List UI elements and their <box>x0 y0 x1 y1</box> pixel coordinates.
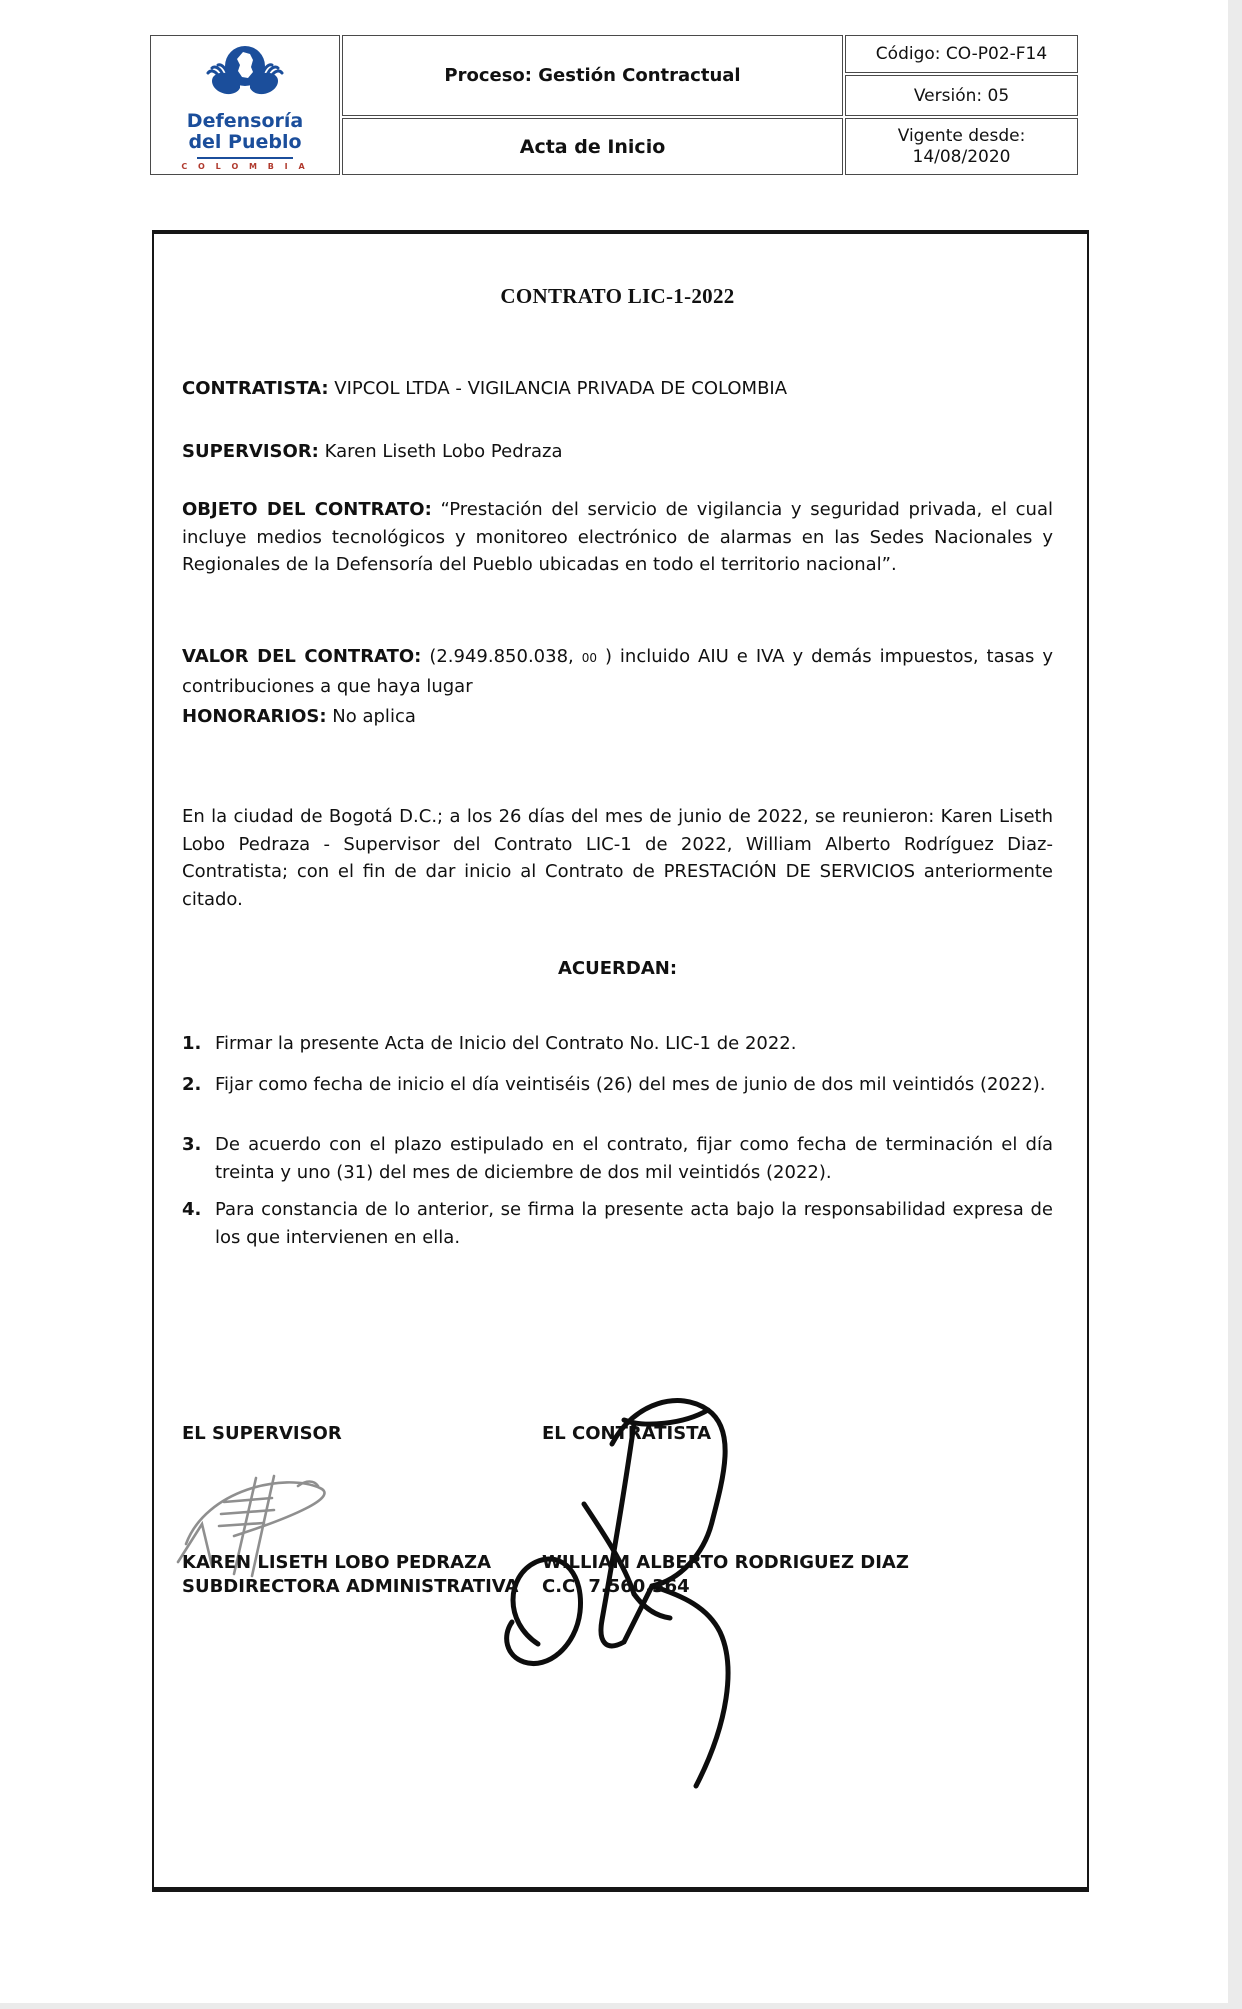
agreement-item-2 <box>182 1071 1053 1099</box>
supervisor-label: SUPERVISOR: <box>182 441 319 462</box>
supervisor-name: KAREN LISETH LOBO PEDRAZA <box>182 1552 492 1573</box>
header-valid-from-cell <box>845 118 1078 175</box>
honorarios-value: No aplica <box>332 706 416 727</box>
agreement-number-1: 1. <box>182 1033 202 1054</box>
contract-title: CONTRATO LIC-1-2022 <box>500 284 735 308</box>
agreement-item-4 <box>182 1196 1053 1251</box>
valor-label: VALOR DEL CONTRATO: <box>182 646 422 667</box>
logo-rule <box>197 157 293 159</box>
contratista-value: VIPCOL LTDA - VIGILANCIA PRIVADA DE COLOMBIA <box>334 378 788 399</box>
objeto-label: OBJETO DEL CONTRATO: <box>182 499 432 520</box>
valor-open: (2.949.850.038, <box>421 646 582 667</box>
supervisor-line <box>182 438 1053 466</box>
valid-from-date: 14/08/2020 <box>912 146 1011 167</box>
logo-colombia-label: C O L O M B I A <box>181 162 309 171</box>
agreement-text-3: De acuerdo con el plazo estipulado en el contrato, fijar como fecha de terminación el día treinta y uno (31) del mes de diciembre de dos mil veintidós (2022). <box>215 1134 1053 1183</box>
agreement-text-2: Fijar como fecha de inicio el día veintiséis (26) del mes de junio de dos mil veintidós (2022). <box>215 1074 1046 1095</box>
objeto-paragraph <box>182 496 1053 579</box>
contratista-name: WILLIAM ALBERTO RODRIGUEZ DIAZ <box>542 1552 909 1573</box>
agreement-number-2: 2. <box>182 1074 202 1095</box>
supervisor-role-label: EL SUPERVISOR <box>182 1423 342 1444</box>
contratista-label: CONTRATISTA: <box>182 378 329 399</box>
valor-close: ) incluido AIU e IVA y demás impuestos, tasas y contribuciones a que haya lugar <box>182 646 1053 697</box>
agreement-number-4: 4. <box>182 1199 202 1220</box>
agreement-text-1: Firmar la presente Acta de Inicio del Contrato No. LIC-1 de 2022. <box>215 1033 797 1054</box>
agreement-item-3 <box>182 1131 1053 1186</box>
header-process-cell: Proceso: Gestión Contractual <box>342 35 843 116</box>
valor-paragraph <box>182 643 1053 700</box>
agreement-text-4: Para constancia de lo anterior, se firma la presente acta bajo la responsabilidad expresa de los que intervienen en ella. <box>215 1199 1053 1248</box>
logo-wordmark-line1: Defensoría <box>186 110 304 132</box>
valor-cents: 00 <box>581 651 597 665</box>
header-version-cell: Versión: 05 <box>845 75 1078 116</box>
viewer-bottom-edge <box>0 2003 1242 2009</box>
agreement-item-1 <box>182 1030 1053 1058</box>
viewer-right-edge <box>1228 0 1242 2009</box>
honorarios-line <box>182 703 1053 731</box>
intro-paragraph: En la ciudad de Bogotá D.C.; a los 26 días del mes de junio de 2022, se reunieron: Karen Liseth Lobo Pedraza - Supervisor del Contrato LIC-1 de 2022, William Alberto Rodríguez Diaz- Contratista; con el fin de dar inicio al Contrato de PRESTACIÓN DE SERVICIOS anteriormente citado. <box>182 806 1053 910</box>
defensoria-emblem-icon <box>206 44 284 110</box>
supervisor-title: SUBDIRECTORA ADMINISTRATIVA <box>182 1576 519 1597</box>
contratista-role-label: EL CONTRATISTA <box>542 1423 712 1444</box>
contratista-id: C.C. 7.560.364 <box>542 1576 690 1597</box>
objeto-value: “Prestación del servicio de vigilancia y seguridad privada, el cual incluye medios tecnológicos y monitoreo electrónico de alarmas en las Sedes Nacionales y Regionales de la Defensoría del Pueblo ubicadas en todo el territorio nacional”. <box>182 499 1053 575</box>
acuerdan-heading: ACUERDAN: <box>557 958 678 979</box>
agreement-number-3: 3. <box>182 1134 202 1155</box>
document-body-frame <box>152 230 1089 1892</box>
logo-wordmark-line2: del Pueblo <box>188 131 302 153</box>
header-code-cell: Código: CO-P02-F14 <box>845 35 1078 73</box>
supervisor-value: Karen Liseth Lobo Pedraza <box>324 441 563 462</box>
supervisor-name-block <box>182 1551 518 1599</box>
header-logo-cell <box>150 35 340 175</box>
honorarios-label: HONORARIOS: <box>182 706 327 727</box>
contratista-name-block <box>542 1551 909 1599</box>
header-doc-type-cell: Acta de Inicio <box>342 118 843 175</box>
valid-from-label: Vigente desde: <box>897 125 1026 146</box>
contratista-line <box>182 375 1053 403</box>
